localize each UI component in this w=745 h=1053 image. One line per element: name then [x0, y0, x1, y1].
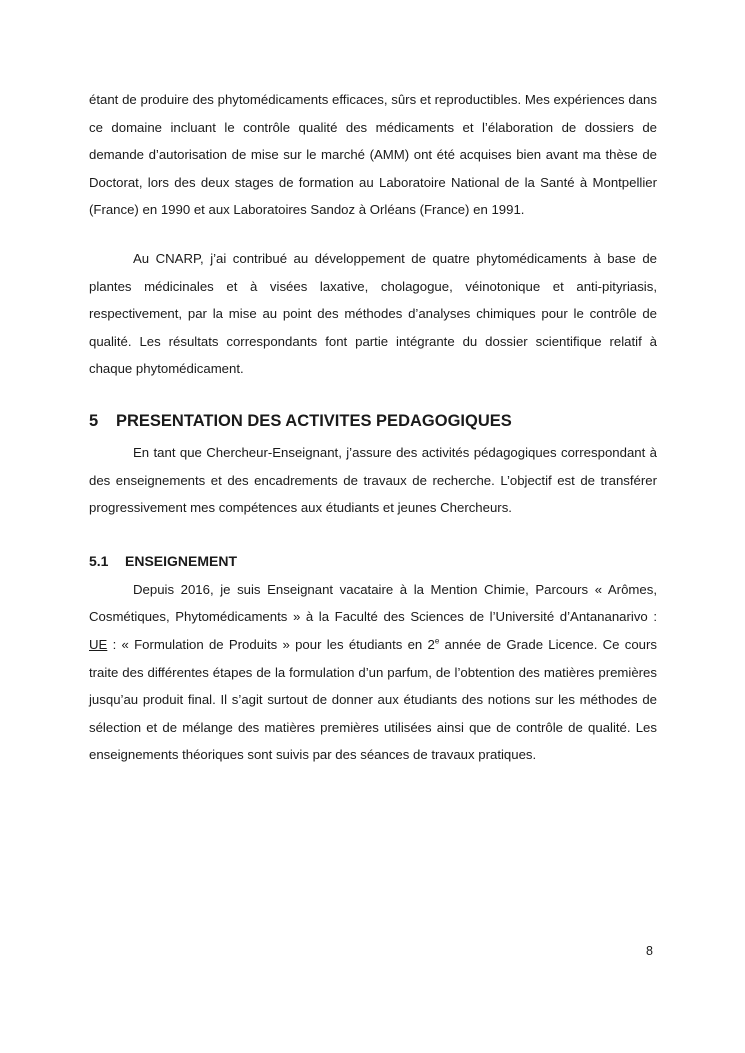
teaching-description-text: année de Grade Licence. Ce cours traite des différentes étapes de la formulation d’un parfum, de l’obtention des matières premières jusqu’au produit final. Il s’agit surtout de donner aux étudiants des notions sur les méthodes de sélection et de mélange des matières premières utilisées ainsi que de contrôle de qualité. Les enseignements théoriques sont suivis par des séances de travaux pratiques.: [89, 636, 657, 763]
ordinal-superscript: e: [434, 636, 440, 646]
teaching-course-text: : « Formulation de Produits » pour les étudiants en 2: [107, 636, 435, 652]
heading-section-5-1-number: 5.1: [89, 552, 109, 569]
paragraph-teaching: [89, 576, 657, 769]
page-number: 8: [646, 944, 653, 958]
heading-section-5: [89, 409, 657, 433]
paragraph-cnarp-contribution: Au CNARP, j’ai contribué au développement de quatre phytomédicaments à base de plantes médicinales et à visées laxative, cholagogue, véinotonique et anti-pityriasis, respectivement, par la mise au point des méthodes d’analyses chimiques pour le contrôle de qualité. Les résultats correspondants font partie intégrante du dossier scientifique relatif à chaque phytomédicament.: [89, 250, 657, 377]
page-content: [89, 86, 657, 769]
heading-section-5-1: [89, 550, 657, 572]
paragraph-amm-experience: étant de produire des phytomédicaments efficaces, sûrs et reproductibles. Mes expériences dans ce domaine incluant le contrôle qualité des médicaments et l’élaboration de dossiers de demande d’autorisation de mise sur le marché (AMM) ont été acquises bien avant ma thèse de Doctorat, lors des deux stages de formation au Laboratoire National de la Santé à Montpellier (France) en 1990 et aux Laboratoires Sandoz à Orléans (France) en 1991.: [89, 92, 657, 218]
ue-label: UE: [89, 636, 108, 652]
teaching-intro-text: Depuis 2016, je suis Enseignant vacataire à la Mention Chimie, Parcours « Arômes, Cosmétiques, Phytomédicaments » à la Faculté des Sciences de l’Université d’Antananarivo :: [89, 581, 657, 625]
heading-section-5-title: PRESENTATION DES ACTIVITES PEDAGOGIQUES: [116, 411, 512, 430]
heading-section-5-number: 5: [89, 411, 99, 430]
heading-section-5-1-title: ENSEIGNEMENT: [125, 552, 238, 569]
paragraph-pedagogical-intro: En tant que Chercheur-Enseignant, j’assure des activités pédagogiques correspondant à des enseignements et des encadrements de travaux de recherche. L’objectif est de transférer progressivement mes compétences aux étudiants et jeunes Chercheurs.: [89, 444, 657, 516]
